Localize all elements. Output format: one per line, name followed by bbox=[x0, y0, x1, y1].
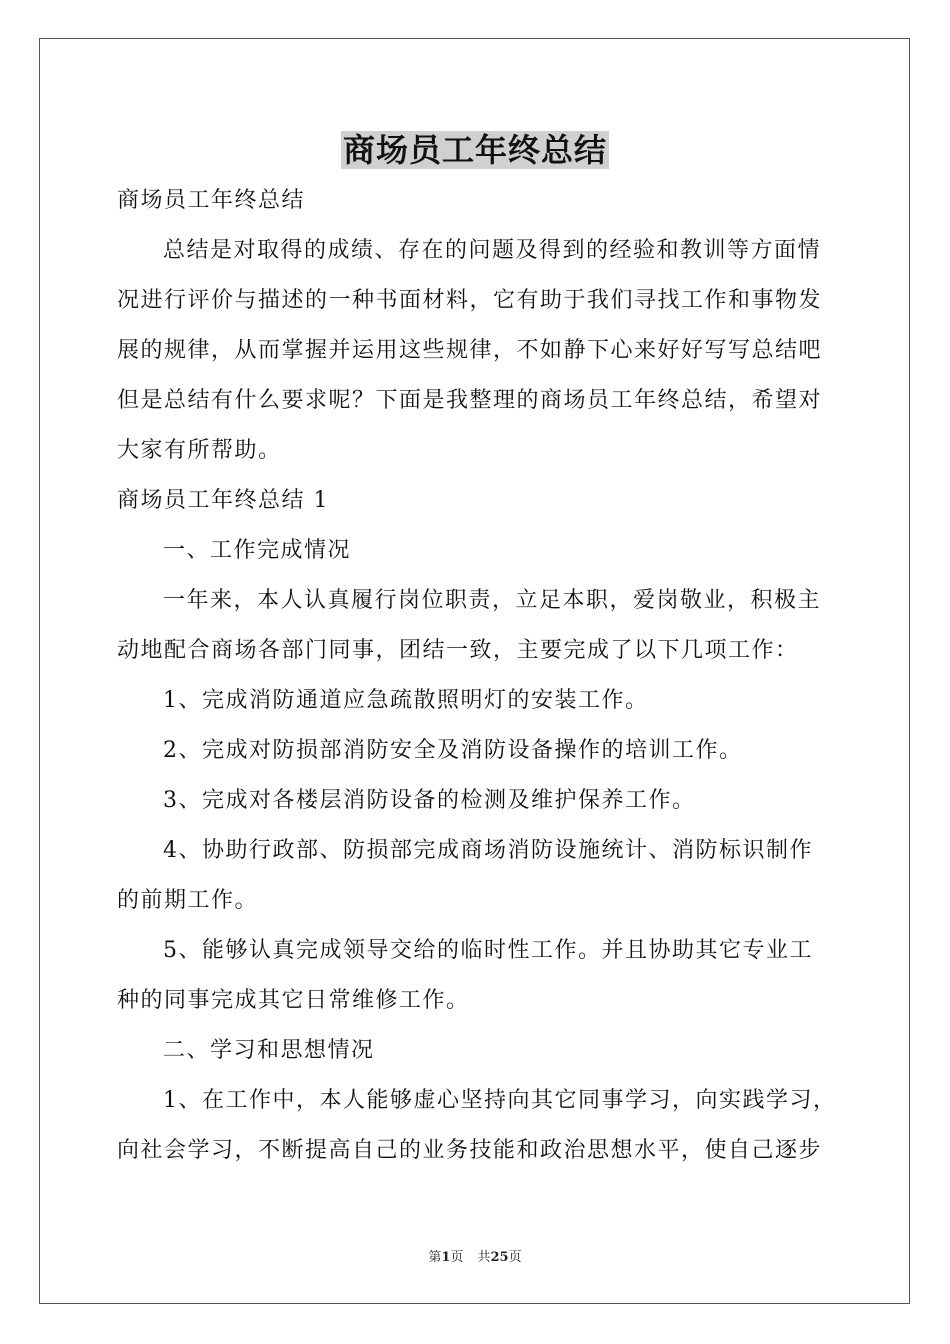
footer-page-prefix: 第 bbox=[428, 1250, 442, 1265]
section-heading: 商场员工年终总结 1 bbox=[117, 488, 329, 513]
list-item: 1、完成消防通道应急疏散照明灯的安装工作。 bbox=[163, 688, 649, 713]
body-line: 大家有所帮助。 bbox=[117, 438, 282, 463]
page-footer bbox=[0, 1246, 950, 1265]
footer-page-total: 25 bbox=[490, 1250, 509, 1265]
list-item: 5、能够认真完成领导交给的临时性工作。并且协助其它专业工 bbox=[163, 938, 813, 963]
body-line: 向社会学习，不断提高自己的业务技能和政治思想水平，使自己逐步 bbox=[117, 1138, 823, 1163]
document-title bbox=[0, 128, 950, 172]
body-line: 的前期工作。 bbox=[117, 888, 259, 913]
body-line: 况进行评价与描述的一种书面材料，它有助于我们寻找工作和事物发 bbox=[117, 288, 823, 313]
footer-page-suffix: 页 bbox=[450, 1250, 464, 1265]
footer-total-prefix: 共 bbox=[477, 1250, 491, 1265]
subsection-heading: 一、工作完成情况 bbox=[163, 538, 352, 563]
footer-total-suffix: 页 bbox=[508, 1250, 522, 1265]
list-item: 3、完成对各楼层消防设备的检测及维护保养工作。 bbox=[163, 788, 696, 813]
footer-page-current: 1 bbox=[441, 1250, 451, 1265]
body-line: 动地配合商场各部门同事，团结一致，主要完成了以下几项工作： bbox=[117, 638, 799, 663]
list-item: 4、协助行政部、防损部完成商场消防设施统计、消防标识制作 bbox=[163, 838, 813, 863]
list-item: 2、完成对防损部消防安全及消防设备操作的培训工作。 bbox=[163, 738, 743, 763]
list-item: 1、在工作中，本人能够虚心坚持向其它同事学习，向实践学习， bbox=[163, 1088, 837, 1113]
body-line: 总结是对取得的成绩、存在的问题及得到的经验和教训等方面情 bbox=[163, 238, 822, 263]
document-title-text: 商场员工年终总结 bbox=[342, 131, 607, 169]
body-line: 展的规律，从而掌握并运用这些规律，不如静下心来好好写写总结吧 bbox=[117, 338, 823, 363]
subsection-heading: 二、学习和思想情况 bbox=[163, 1038, 375, 1063]
body-line: 商场员工年终总结 bbox=[117, 188, 306, 213]
document-body bbox=[117, 176, 837, 1176]
body-line: 但是总结有什么要求呢？下面是我整理的商场员工年终总结，希望对 bbox=[117, 388, 823, 413]
body-line: 一年来，本人认真履行岗位职责，立足本职，爱岗敬业，积极主 bbox=[163, 588, 822, 613]
body-line: 种的同事完成其它日常维修工作。 bbox=[117, 988, 470, 1013]
